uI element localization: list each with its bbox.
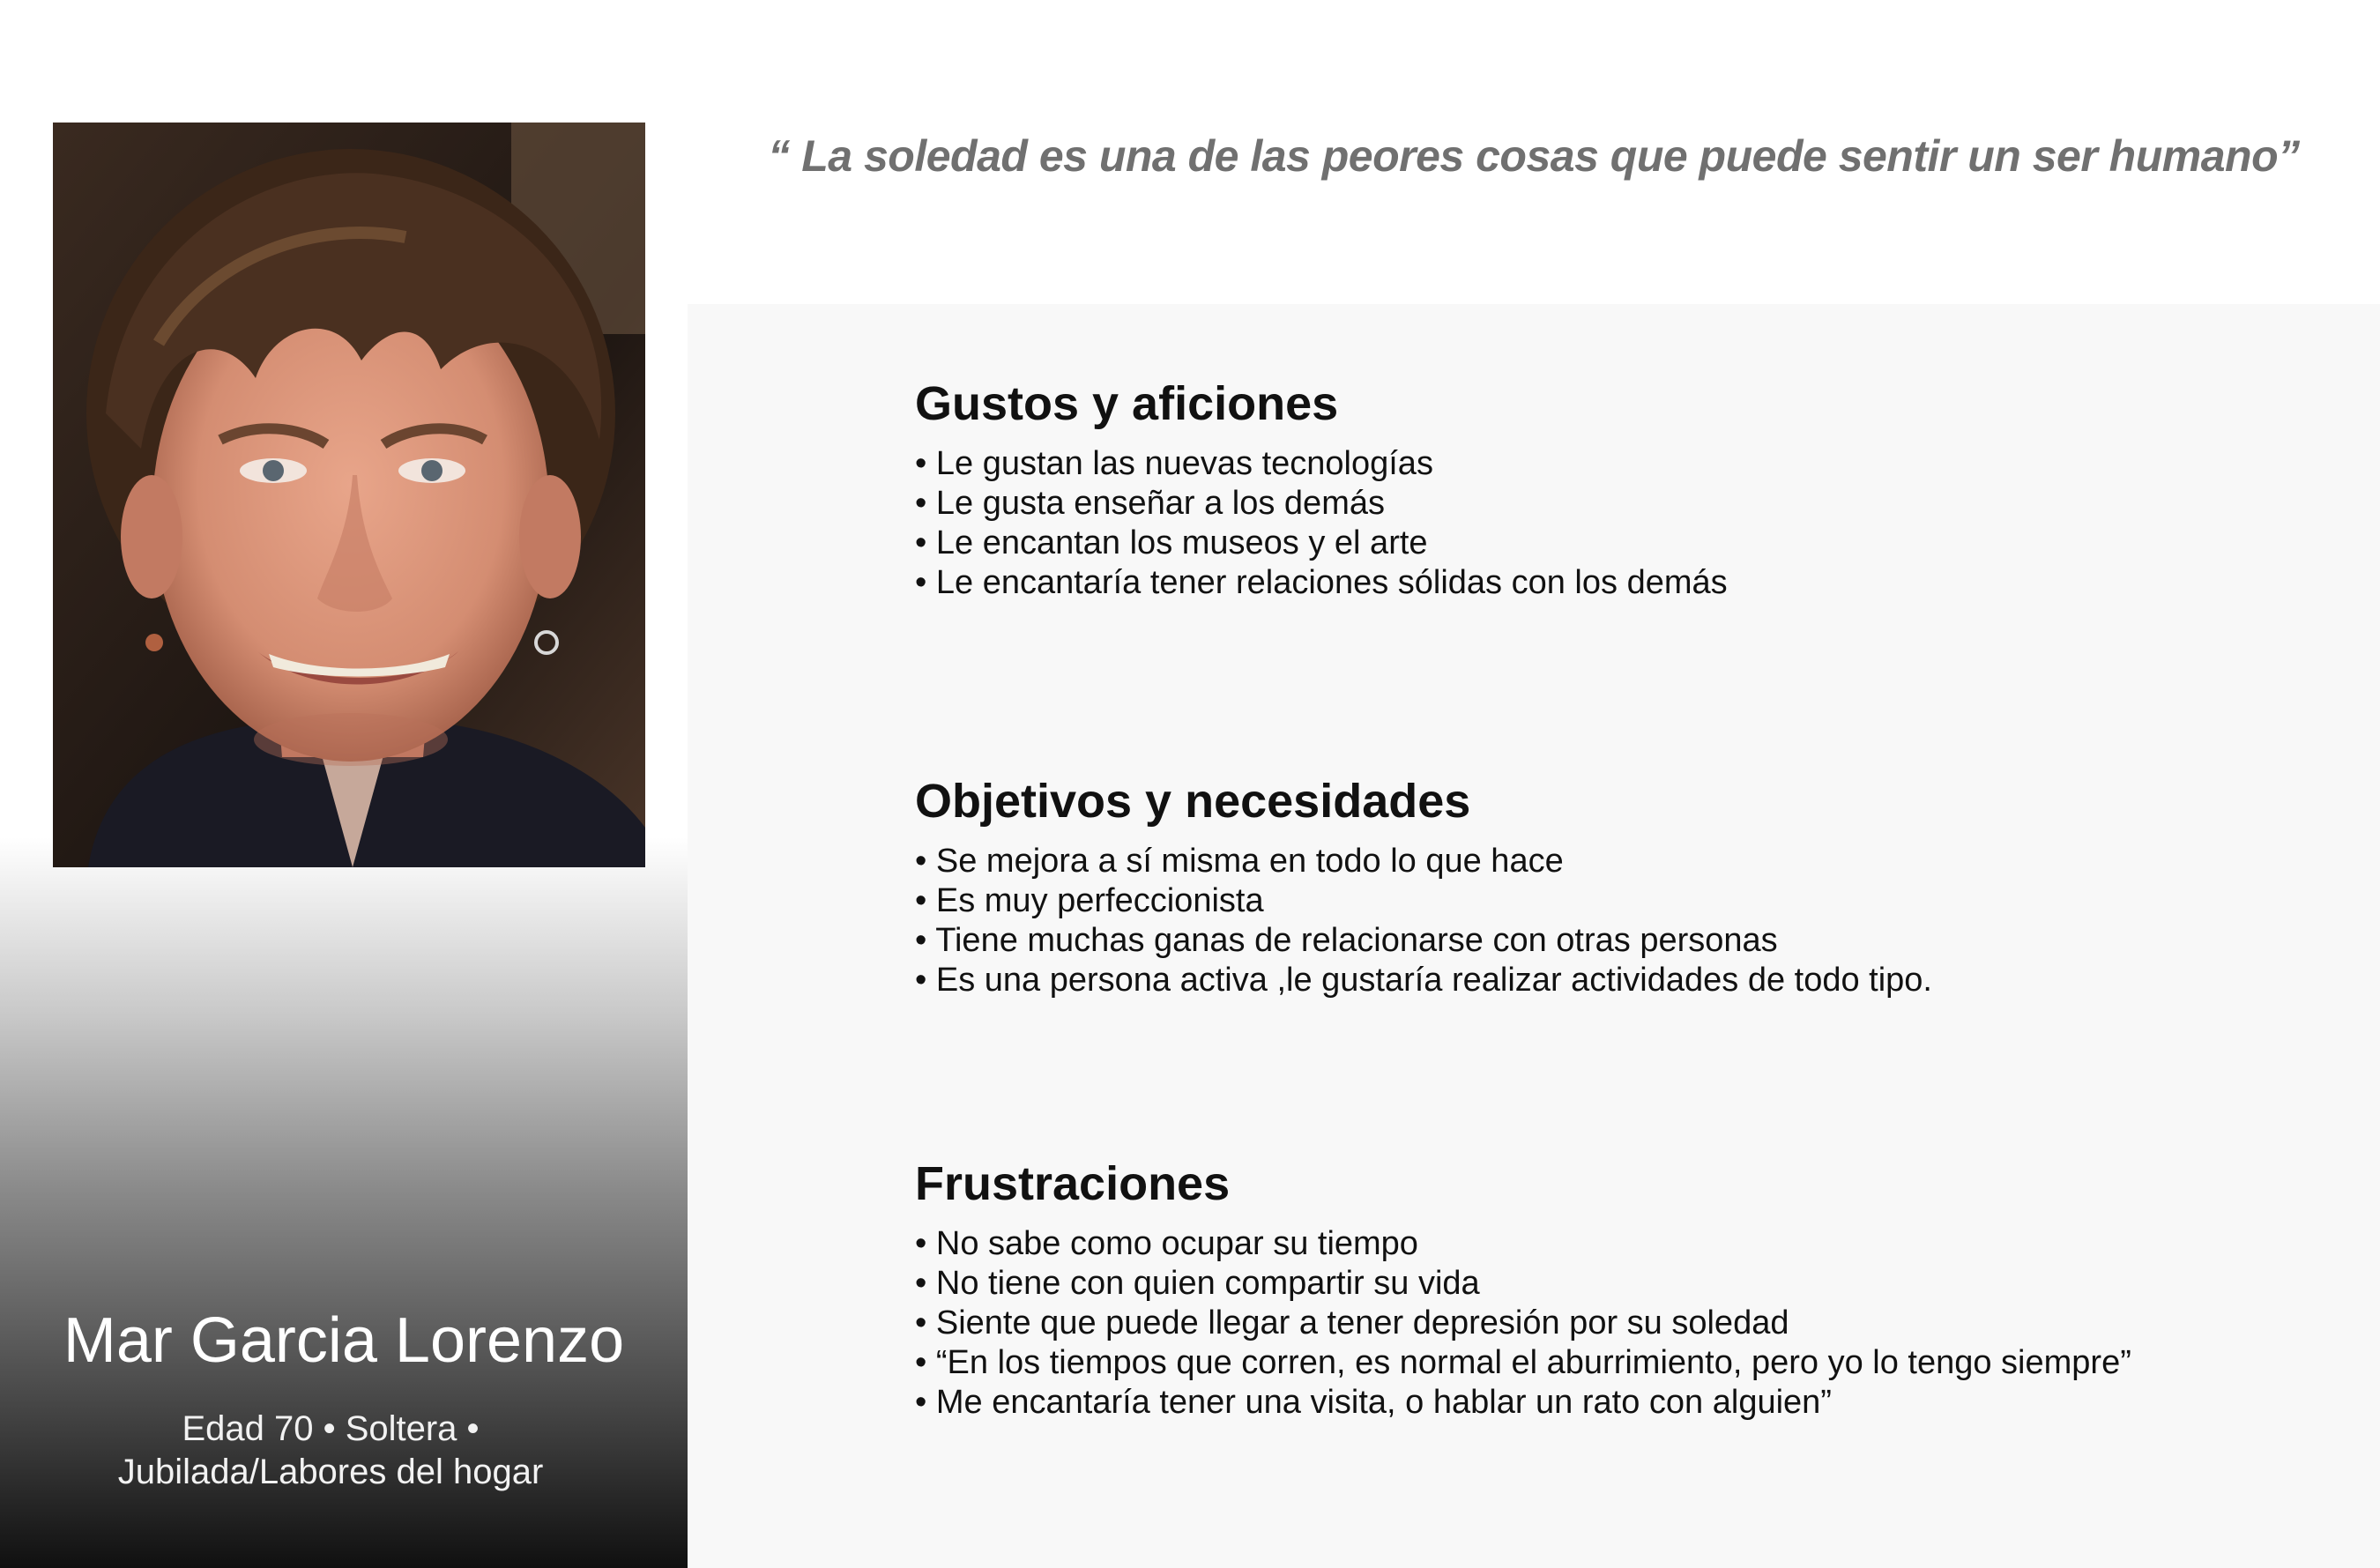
persona-photo [53, 123, 645, 867]
section-list [915, 444, 2325, 603]
section-list [915, 1224, 2325, 1423]
section-title: Frustraciones [915, 1157, 1231, 1210]
section-title: Gustos y aficiones [915, 377, 1339, 430]
list-item: • Tiene muchas ganas de relacionarse con otras personas [915, 921, 2325, 961]
list-item: • Se mejora a sí misma en todo lo que hace [915, 842, 2325, 881]
portrait-image [53, 123, 645, 867]
section-frustraciones [915, 1156, 2325, 1423]
list-item: • Me encantaría tener una visita, o hablar un rato con alguien” [915, 1383, 2325, 1423]
list-item: • Es muy perfeccionista [915, 881, 2325, 921]
list-item: • Le encantan los museos y el arte [915, 524, 2325, 563]
section-title: Objetivos y necesidades [915, 775, 1471, 828]
section-objetivos-necesidades [915, 773, 2325, 1000]
list-item: • No tiene con quien compartir su vida [915, 1264, 2325, 1304]
persona-name: Mar Garcia Lorenzo [63, 1305, 625, 1376]
list-item: • Le encantaría tener relaciones sólidas con los demás [915, 563, 2325, 603]
list-item: • Es una persona activa ,le gustaría realizar actividades de todo tipo. [915, 961, 2325, 1000]
persona-quote: “ La soledad es una de las peores cosas que puede sentir un ser humano” [768, 131, 2300, 181]
persona-details-line2: Jubilada/Labores del hogar [117, 1453, 544, 1491]
list-item: • Le gusta enseñar a los demás [915, 484, 2325, 524]
section-gustos-aficiones [915, 375, 2325, 603]
list-item: • No sabe como ocupar su tiempo [915, 1224, 2325, 1264]
list-item: • Siente que puede llegar a tener depresión por su soledad [915, 1304, 2325, 1343]
persona-details [53, 1408, 608, 1494]
section-list [915, 842, 2325, 1000]
persona-details-line1: Edad 70 • Soltera • [182, 1409, 480, 1448]
list-item: • “En los tiempos que corren, es normal el aburrimiento, pero yo lo tengo siempre” [915, 1343, 2325, 1383]
persona-sidebar [0, 0, 688, 1568]
list-item: • Le gustan las nuevas tecnologías [915, 444, 2325, 484]
